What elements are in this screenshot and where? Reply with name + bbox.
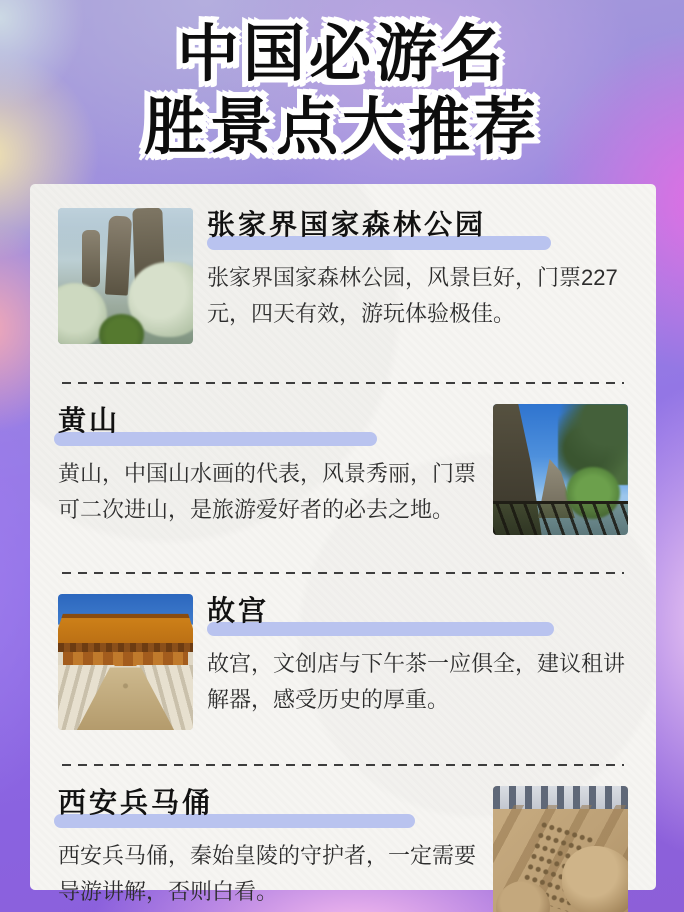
section-terracotta	[58, 786, 628, 912]
section-description: 西安兵马俑，秦始皇陵的守护者，一定需要导游讲解，否则白看。	[58, 843, 477, 904]
section-title: 黄山	[58, 405, 121, 436]
section-content	[58, 404, 479, 528]
section-content	[207, 208, 628, 332]
section-zhangjiajie	[58, 208, 628, 364]
terracotta-photo	[493, 786, 628, 912]
section-content	[207, 594, 628, 718]
photo-earth-mound	[562, 846, 628, 912]
section-description: 故宫，文创店与下午茶一应俱全，建议租讲解器，感受历史的厚重。	[207, 651, 626, 712]
photo-eaves	[58, 643, 193, 653]
dashed-divider	[62, 764, 624, 766]
photo-railing	[493, 501, 628, 535]
section-title: 西安兵马俑	[58, 787, 214, 818]
section-title-wrap	[58, 404, 479, 446]
huangshan-photo	[493, 404, 628, 535]
photo-pillar	[82, 230, 100, 287]
poster-title-line2: 胜景点大推荐	[143, 93, 540, 162]
section-title: 张家界国家森林公园	[207, 209, 487, 240]
dashed-divider	[62, 382, 624, 384]
photo-palace-wall	[63, 652, 187, 666]
section-title-wrap	[207, 594, 628, 636]
section-content	[58, 786, 479, 910]
section-description: 张家界国家森林公园，风景巨好，门票227元，四天有效，游玩体验极佳。	[207, 265, 618, 326]
section-title-wrap	[58, 786, 479, 828]
forbidden-city-photo	[58, 594, 193, 730]
dashed-divider	[62, 572, 624, 574]
poster-title	[0, 18, 684, 164]
section-title: 故宫	[207, 595, 270, 626]
photo-pillar	[105, 216, 132, 296]
photo-palace-roof	[58, 610, 193, 645]
section-forbidden-city	[58, 594, 628, 746]
section-description: 黄山，中国山水画的代表，风景秀丽，门票可二次进山，是旅游爱好者的必去之地。	[58, 461, 477, 522]
content-card	[30, 184, 656, 904]
section-huangshan	[58, 404, 628, 554]
section-title-wrap	[207, 208, 628, 250]
zhangjiajie-photo	[58, 208, 193, 344]
poster-title-line1: 中国必游名	[176, 20, 507, 89]
